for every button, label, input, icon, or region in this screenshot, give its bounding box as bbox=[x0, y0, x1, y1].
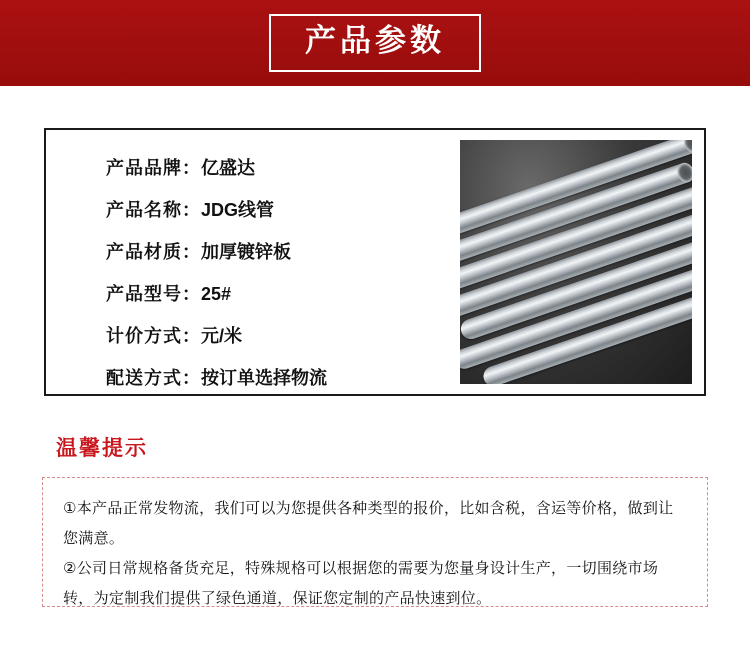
spec-value: 元/米 bbox=[201, 326, 243, 346]
page-header-banner bbox=[0, 0, 750, 86]
spec-row bbox=[106, 198, 460, 222]
spec-value: 25# bbox=[201, 284, 232, 304]
spec-row bbox=[106, 156, 460, 180]
spec-label: 产品材质： bbox=[106, 242, 201, 262]
tips-heading: 温馨提示 bbox=[56, 437, 148, 460]
product-spec-panel bbox=[44, 128, 706, 396]
tip-text: ①本产品正常发物流，我们可以为您提供各种类型的报价，比如含税，含运等价格，做到让您满意。 bbox=[63, 500, 674, 547]
spec-value: 按订单选择物流 bbox=[201, 368, 327, 388]
spec-value: JDG线管 bbox=[201, 200, 275, 220]
spec-label: 配送方式： bbox=[106, 368, 201, 388]
spec-row bbox=[106, 366, 460, 390]
tip-text: ②公司日常规格备货充足，特殊规格可以根据您的需要为您量身设计生产，一切围绕市场转，为定制我们提供了绿色通道，保证您定制的产品快速到位。 bbox=[63, 560, 659, 607]
page-title: 产品参数 bbox=[305, 23, 445, 58]
tip-item bbox=[63, 494, 687, 554]
banner-title-frame bbox=[269, 14, 481, 72]
spec-label: 产品品牌： bbox=[106, 158, 201, 178]
spec-label: 产品名称： bbox=[106, 200, 201, 220]
spec-list bbox=[46, 130, 460, 394]
product-photo bbox=[460, 140, 692, 384]
spec-value: 亿盛达 bbox=[201, 158, 255, 178]
tips-box bbox=[42, 477, 708, 607]
spec-value: 加厚镀锌板 bbox=[201, 242, 291, 262]
spec-label: 计价方式： bbox=[106, 326, 201, 346]
spec-row bbox=[106, 282, 460, 306]
spec-label: 产品型号： bbox=[106, 284, 201, 304]
spec-row bbox=[106, 240, 460, 264]
tip-item bbox=[63, 554, 687, 614]
spec-row bbox=[106, 324, 460, 348]
